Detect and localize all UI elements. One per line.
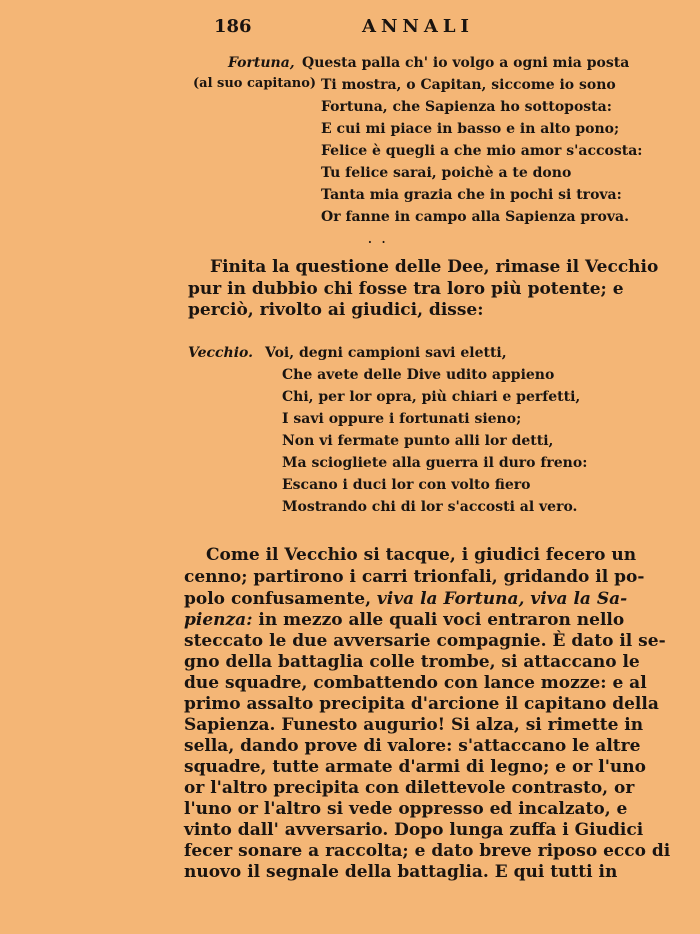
prose-text: polo confusamente, (184, 589, 377, 609)
verse-line: Chi, per lor opra, più chiari e perfetti, (282, 389, 581, 405)
prose-text: in mezzo alle quali voci entraron nello (252, 610, 625, 630)
prose-line: cenno; partirono i carri trionfali, gridando il po- (184, 567, 645, 587)
stage-direction: (al suo capitano) (193, 76, 317, 91)
verse-line: Non vi fermate punto alli lor detti, (282, 433, 554, 449)
italic-exclamation: pienza: (184, 610, 253, 630)
prose-line: Come il Vecchio si tacque, i giudici fecero un (206, 545, 637, 565)
verse-line: Voi, degni campioni savi eletti, (265, 345, 507, 361)
verse-line: Mostrando chi di lor s'accosti al vero. (282, 499, 578, 515)
page-number: 186 (214, 16, 252, 37)
speaker-vecchio: Vecchio. (188, 345, 253, 361)
running-title: ANNALI (362, 16, 474, 37)
prose-line: gno della battaglia colle trombe, si attaccano le (184, 652, 640, 672)
prose-line: squadre, tutte armate d'armi di legno; e or l'uno (184, 757, 646, 777)
prose-line: Sapienza. Funesto augurio! Si alza, si rimette in (184, 715, 644, 735)
prose-line: or l'altro precipita con dilettevole contrasto, or (184, 778, 635, 798)
prose-line: sella, dando prove di valore: s'attaccano le altre (184, 736, 641, 756)
verse-line: Or fanne in campo alla Sapienza prova. (321, 209, 629, 225)
italic-exclamation: viva la Fortuna, viva la Sa- (376, 589, 628, 609)
prose-line: vinto dall' avversario. Dopo lunga zuffa i Giudici (184, 820, 644, 840)
prose-line: primo assalto precipita d'arcione il capitano della (184, 694, 659, 714)
prose-line: pur in dubbio chi fosse tra loro più potente; e (188, 279, 624, 299)
verse-line: Fortuna, che Sapienza ho sottoposta: (321, 99, 612, 115)
verse-line: Tanta mia grazia che in pochi si trova: (321, 187, 622, 203)
prose-line: l'uno or l'altro si vede oppresso ed incalzato, e (184, 799, 628, 819)
verse-line: Felice è quegli a che mio amor s'accosta: (321, 143, 643, 159)
prose-line: steccato le due avversarie compagnie. È dato il se- (184, 631, 666, 651)
prose-line: fecer sonare a raccolta; e dato breve riposo ecco di (184, 841, 671, 861)
prose-line (184, 591, 627, 608)
verse-line: Che avete delle Dive udito appieno (282, 367, 555, 383)
verse-line: I savi oppure i fortunati sieno; (282, 411, 522, 427)
verse-line: Escano i duci lor con volto fiero (282, 477, 531, 493)
verse-line: Ma sciogliete alla guerra il duro freno: (282, 455, 588, 471)
prose-line: perciò, rivolto ai giudici, disse: (188, 300, 484, 320)
verse-line: Ti mostra, o Capitan, siccome io sono (321, 77, 616, 93)
prose-line (184, 612, 624, 629)
verse-line: Questa palla ch' io volgo a ogni mia posta (302, 55, 630, 71)
verse-line: E cui mi piace in basso e in alto pono; (321, 121, 620, 137)
verse-line: Tu felice sarai, poichè a te dono (321, 165, 572, 181)
prose-line: due squadre, combattendo con lance mozze: e al (184, 673, 647, 693)
prose-line: Finita la questione delle Dee, rimase il Vecchio (210, 257, 659, 277)
section-divider: · · (368, 236, 389, 249)
speaker-fortuna: Fortuna, (228, 55, 295, 71)
prose-line: nuovo il segnale della battaglia. E qui tutti in (184, 862, 618, 882)
